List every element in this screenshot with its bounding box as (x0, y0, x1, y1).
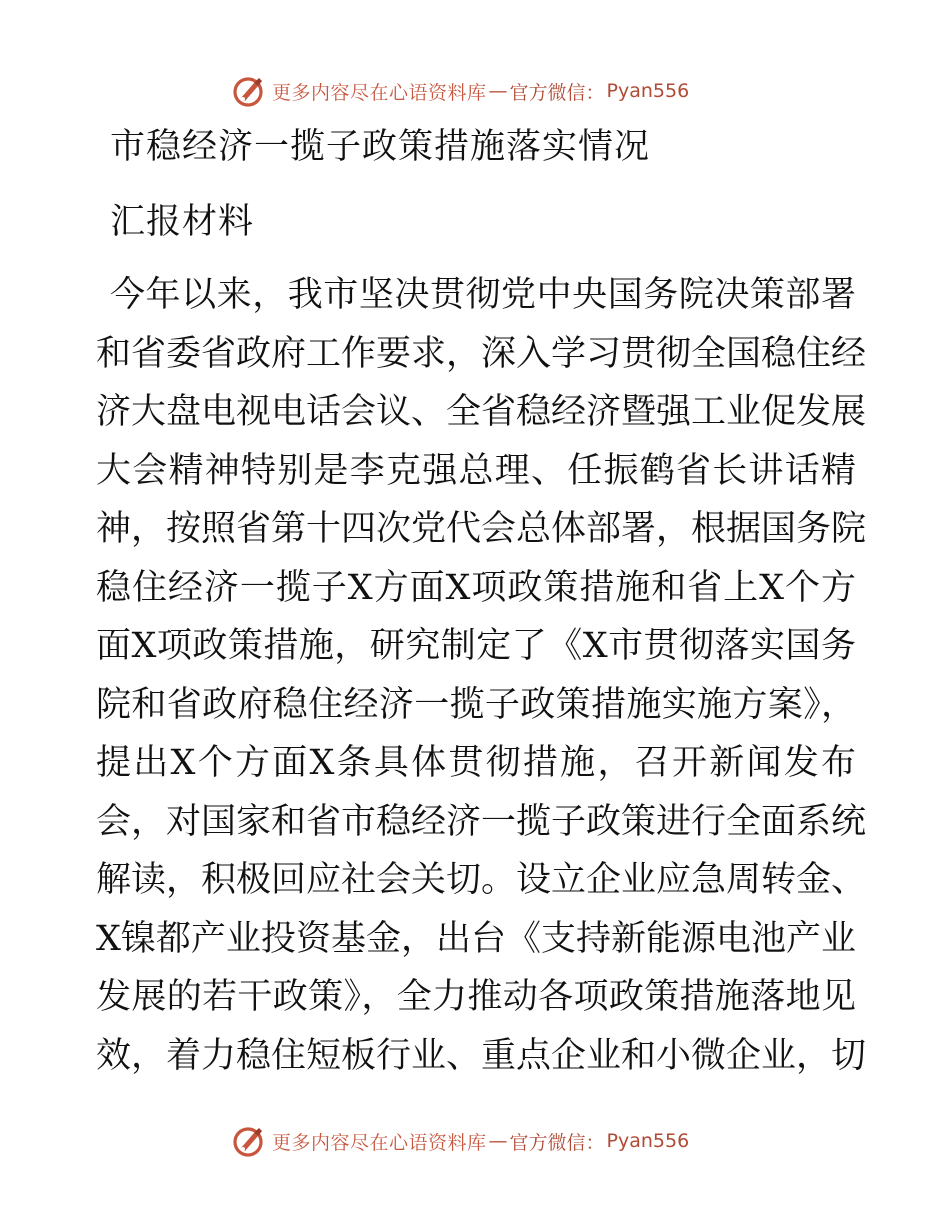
watermark-wechat-label: 官方微信： (509, 1131, 605, 1154)
watermark-separator: — (488, 1130, 508, 1152)
watermark-separator: — (488, 80, 508, 102)
body-line: 提出X个方面X条具体贯彻措施，召开新闻发布 (96, 743, 856, 783)
pen-logo-icon (232, 1124, 266, 1158)
watermark-footer (232, 1124, 689, 1158)
body-line: X镍都产业投资基金，出台《支持新能源电池产业 (96, 918, 856, 959)
body-line: 和省委省政府工作要求，深入学习贯彻全国稳住经 (96, 333, 867, 374)
body-line: 院和省政府稳住经济一揽子政策措施实施方案》， (96, 684, 856, 725)
body-line: 解读，积极回应社会关切。设立企业应急周转金、 (96, 860, 867, 900)
watermark-site-text: 更多内容尽在心语资料库 (272, 1131, 487, 1154)
body-line: 大会精神特别是李克强总理、任振鹤省长讲话精 (96, 450, 856, 491)
body-line: 济大盘电视电话会议、全省稳经济暨强工业促发展 (96, 392, 867, 432)
document-subtitle: 汇报材料 (110, 202, 255, 242)
body-line: 发展的若干政策》，全力推动各项政策措施落地见 (96, 977, 856, 1017)
body-line: 面X项政策措施，研究制定了《X市贯彻落实国务 (96, 626, 856, 666)
watermark-header (232, 74, 689, 108)
watermark-wechat-label: 官方微信： (509, 81, 605, 104)
body-line: 神，按照省第十四次党代会总体部署，根据国务院 (96, 509, 867, 549)
body-line: 今年以来，我市坚决贯彻党中央国务院决策部署 (110, 275, 856, 315)
body-line: 效，着力稳住短板行业、重点企业和小微企业，切 (96, 1035, 867, 1076)
watermark-site-text: 更多内容尽在心语资料库 (272, 81, 487, 104)
body-line: 稳住经济一揽子X方面X项政策措施和省上X个方 (96, 567, 856, 608)
document-body (96, 266, 867, 1085)
watermark-wechat-id: Pyan556 (606, 1130, 690, 1152)
watermark-wechat-id: Pyan556 (606, 80, 690, 102)
body-line: 会，对国家和省市稳经济一揽子政策进行全面系统 (96, 801, 867, 842)
pen-logo-icon (232, 74, 266, 108)
document-title: 市稳经济一揽子政策措施落实情况 (110, 127, 651, 167)
